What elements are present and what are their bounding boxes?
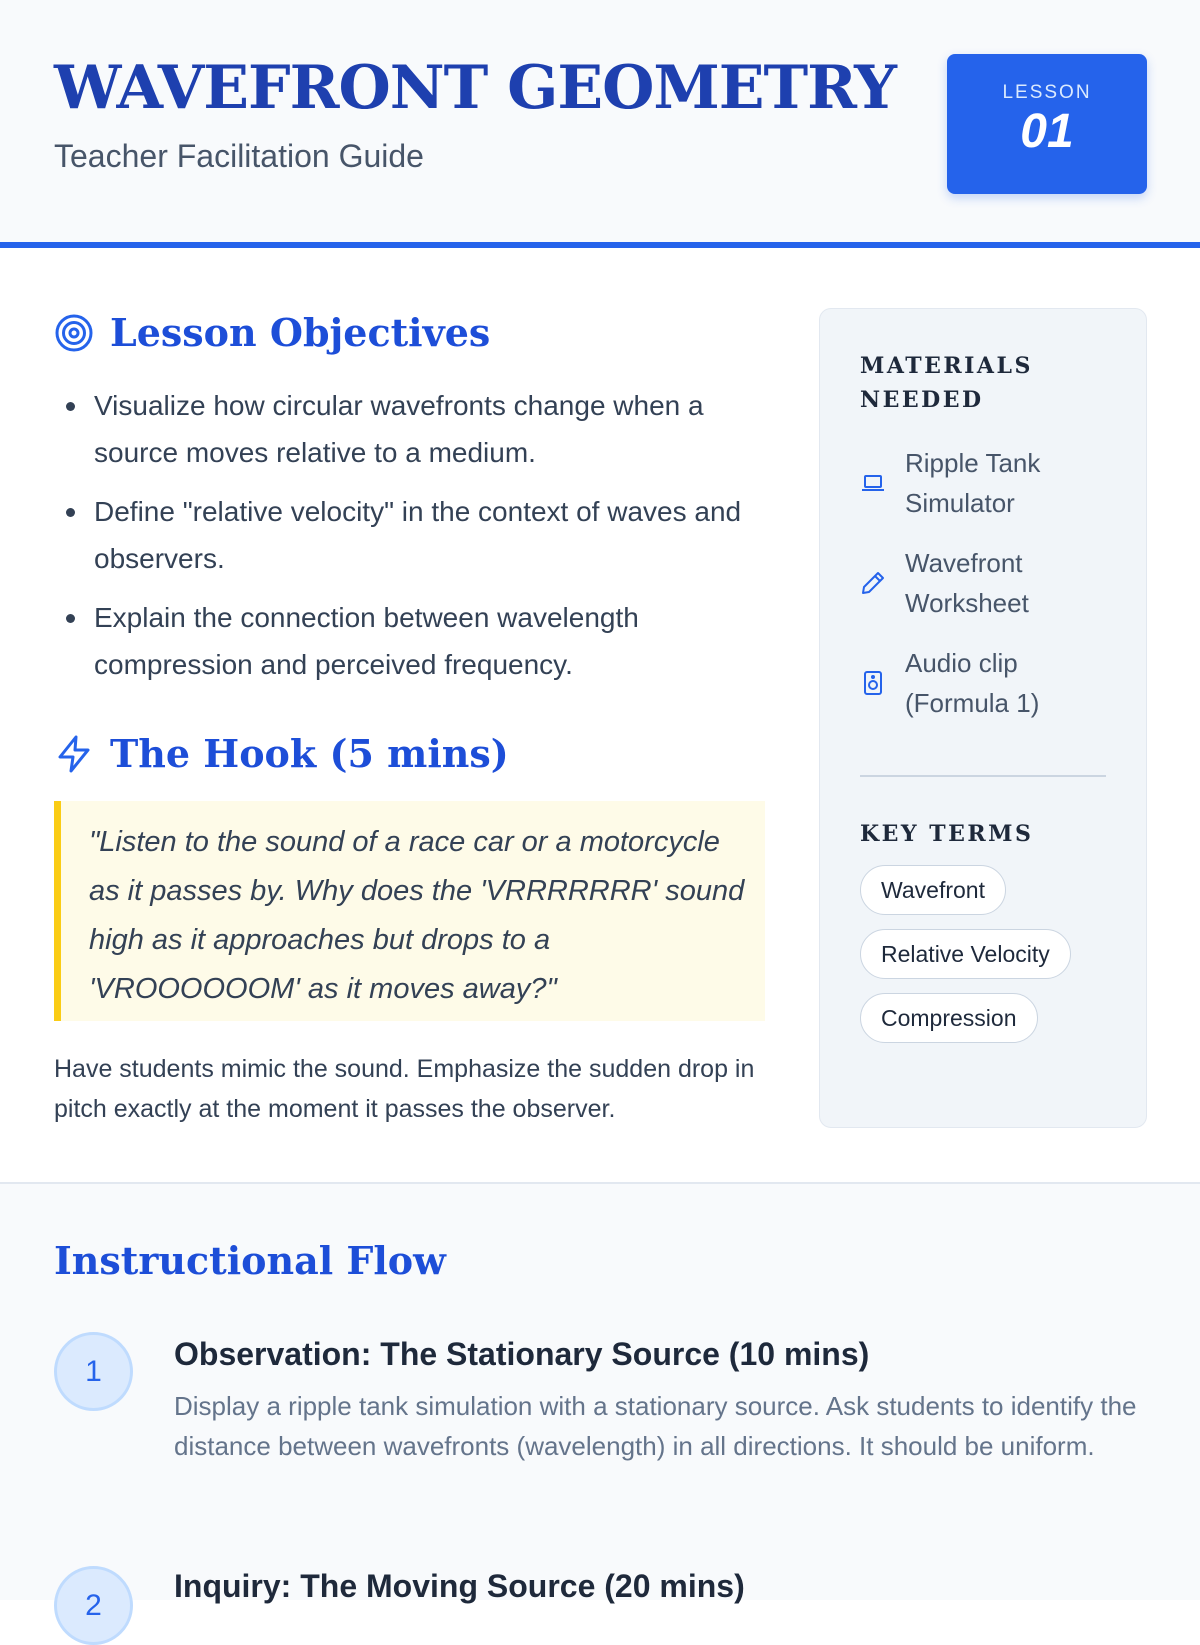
key-term-chip: Wavefront xyxy=(860,865,1006,915)
material-label: Audio clip (Formula 1) xyxy=(905,648,1040,718)
lightning-icon xyxy=(54,734,94,774)
objectives-heading-text: Lesson Objectives xyxy=(110,310,491,355)
hook-heading xyxy=(54,731,509,776)
objectives-heading xyxy=(54,310,490,355)
key-term-chip: Compression xyxy=(860,993,1038,1043)
material-item-audio xyxy=(860,643,1120,723)
sidebar-divider xyxy=(860,775,1106,777)
step-description: Display a ripple tank simulation with a stationary source. Ask students to identify the distance between wavefronts (wavelength) in all directions. It should be uniform. xyxy=(174,1391,1137,1461)
objectives-list xyxy=(64,382,764,700)
list-item: Visualize how circular wavefronts change when a source moves relative to a medium. xyxy=(64,382,764,476)
hook-quote: "Listen to the sound of a race car or a motorcycle as it passes by. Why does the 'VRRRRRRR' sound high as it approaches but drops to a 'VROOOOOOM' as it moves away?" xyxy=(54,801,765,1021)
step-title: Observation: The Stationary Source (10 mins) xyxy=(174,1336,870,1372)
step-title: Inquiry: The Moving Source (20 mins) xyxy=(174,1568,745,1604)
lesson-badge-label: LESSON xyxy=(1002,82,1092,103)
list-item: Define "relative velocity" in the context of waves and observers. xyxy=(64,488,764,582)
step-number-badge: 1 xyxy=(54,1332,133,1411)
page-title: WAVEFRONT GEOMETRY xyxy=(54,53,897,123)
page-header xyxy=(0,0,1200,248)
key-term-chip: Relative Velocity xyxy=(860,929,1071,979)
flow-heading: Instructional Flow xyxy=(54,1238,446,1283)
pencil-icon xyxy=(860,570,886,596)
step-number-badge: 2 xyxy=(54,1566,133,1645)
target-icon xyxy=(54,313,94,353)
page-subtitle: Teacher Facilitation Guide xyxy=(54,138,424,174)
material-label: Ripple Tank Simulator xyxy=(905,448,1041,518)
lesson-badge-number: 01 xyxy=(1020,105,1074,158)
material-label: Wavefront Worksheet xyxy=(905,548,1029,618)
lesson-badge xyxy=(947,54,1147,194)
list-item: Explain the connection between wavelength compression and perceived frequency. xyxy=(64,594,764,688)
sidebar-panel xyxy=(819,308,1147,1128)
materials-title: MATERIALS NEEDED xyxy=(860,353,1033,413)
speaker-icon xyxy=(860,670,886,696)
material-item-simulator xyxy=(860,443,1120,523)
key-terms-title: KEY TERMS xyxy=(860,821,1034,847)
material-item-worksheet xyxy=(860,543,1120,623)
instructional-flow-section xyxy=(0,1182,1200,1622)
hook-note: Have students mimic the sound. Emphasize the sudden drop in pitch exactly at the moment it passes the observer. xyxy=(54,1055,755,1123)
laptop-icon xyxy=(860,470,886,496)
hook-heading-text: The Hook (5 mins) xyxy=(110,731,509,776)
